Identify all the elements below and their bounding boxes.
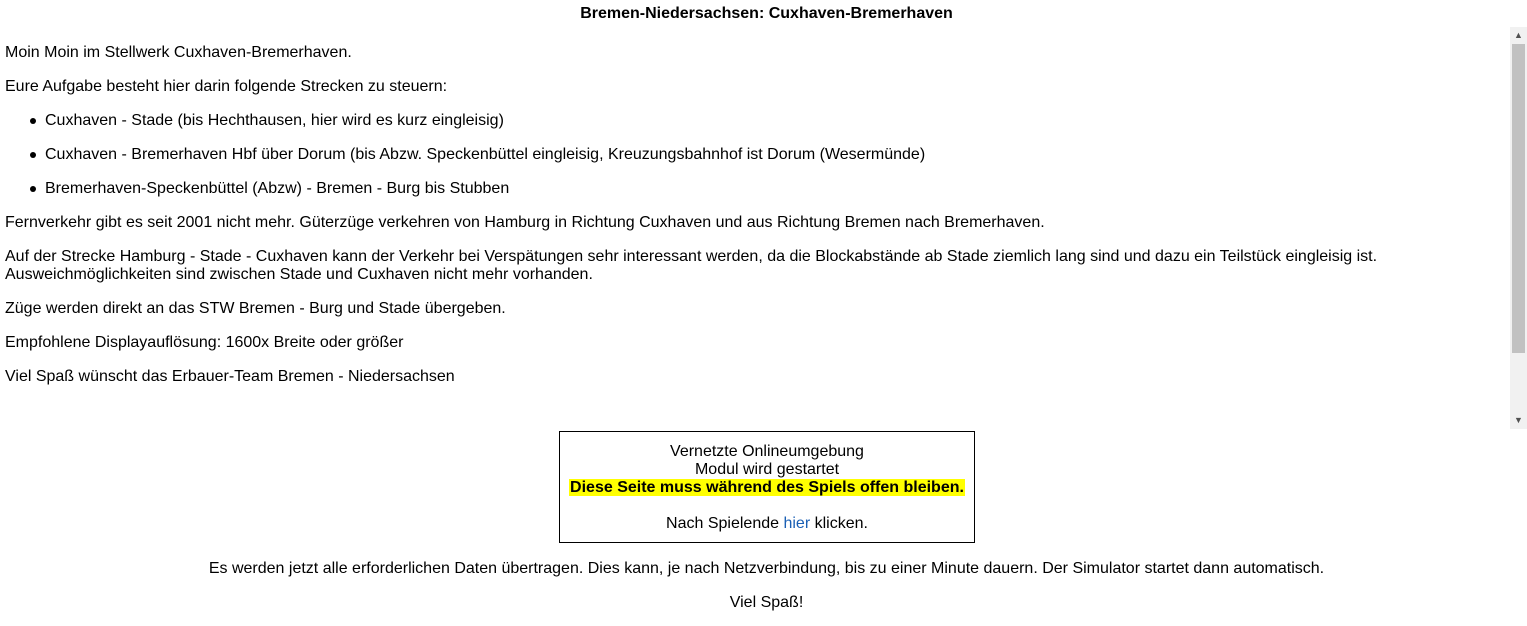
greeting-text: Moin Moin im Stellwerk Cuxhaven-Bremerhaven. [5,44,352,61]
list-item [5,112,925,130]
status-box [559,431,975,543]
end-game-link[interactable]: hier [783,515,811,532]
status-warning-text: Diese Seite muss während des Spiels offen bleiben. [570,479,964,496]
end-prefix-text: Nach Spielende [666,515,784,532]
scroll-down-arrow-icon[interactable]: ▼ [1514,415,1523,425]
status-end-instruction [560,515,974,533]
description-scrollbar[interactable] [1510,27,1527,429]
farewell-text: Viel Spaß wünscht das Erbauer-Team Bremen - Niedersachsen [5,368,455,385]
status-network-text: Vernetzte Onlineumgebung [670,443,864,460]
delay-info-text [5,248,1445,284]
handover-info-text: Züge werden direkt an das STW Bremen - Burg und Stade übergeben. [5,300,506,317]
list-item [5,146,925,164]
bullet-icon [30,152,36,158]
resolution-info-text: Empfohlene Displayauflösung: 1600x Breite oder größer [5,334,404,351]
route-text: Cuxhaven - Bremerhaven Hbf über Dorum (bis Abzw. Speckenbüttel eingleisig, Kreuzungsbahnhof ist Dorum (Wesermünde) [45,146,926,163]
task-intro-text: Eure Aufgabe besteht hier darin folgende Strecken zu steuern: [5,78,448,95]
route-list [5,112,925,214]
route-text: Bremerhaven-Speckenbüttel (Abzw) - Bremen - Burg bis Stubben [45,180,510,197]
status-warning [560,479,974,497]
list-item [5,180,925,198]
bullet-icon [30,186,36,192]
traffic-info-text: Fernverkehr gibt es seit 2001 nicht mehr. Güterzüge verkehren von Hamburg in Richtung Cuxhaven und aus Richtung Bremen nach Bremerhaven. [5,214,1045,231]
scroll-up-arrow-icon[interactable]: ▲ [1514,30,1523,40]
status-module-text: Modul wird gestartet [694,461,840,478]
scrollbar-thumb[interactable] [1512,44,1525,353]
route-text: Cuxhaven - Stade (bis Hechthausen, hier wird es kurz eingleisig) [45,112,504,129]
transfer-message: Es werden jetzt alle erforderlichen Daten übertragen. Dies kann, je nach Netzverbindung, bis zu einer Minute dauern. Der Simulator startet dann automatisch. [208,560,1325,577]
delay-info-line2: Ausweichmöglichkeiten sind zwischen Stade und Cuxhaven nicht mehr vorhanden. [5,266,593,283]
end-suffix-text: klicken. [810,515,868,532]
fun-message: Viel Spaß! [729,594,804,611]
page-title: Bremen-Niedersachsen: Cuxhaven-Bremerhaven [580,5,953,22]
delay-info-line1: Auf der Strecke Hamburg - Stade - Cuxhaven kann der Verkehr bei Verspätungen sehr interessant werden, da die Blockabstände ab Stade ziemlich lang sind und dazu ein Teilstück eingleisig ist. [5,248,1378,265]
bullet-icon [30,118,36,124]
description-frame[interactable] [0,27,1527,429]
